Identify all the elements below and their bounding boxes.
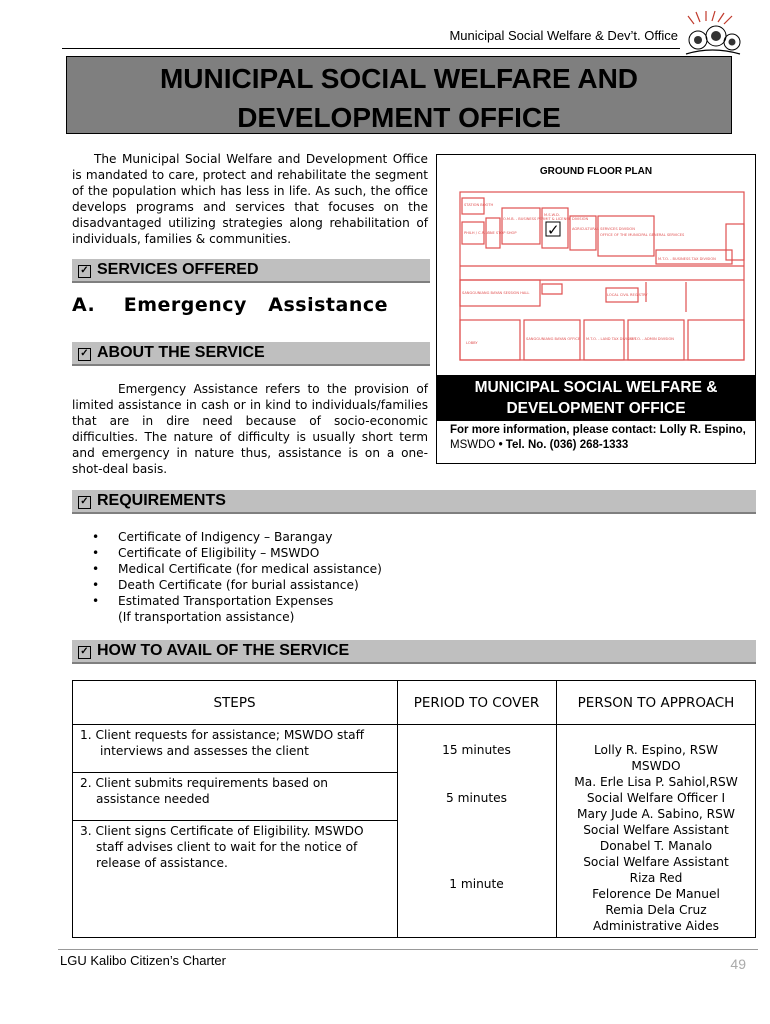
intro-paragraph: The Municipal Social Welfare and Development Office is mandated to care, protect and rehabilitate the segment of the population which has less in life. As such, the office develops programs and services that focuses on the disadvantaged utilizing strategies along rehabilitation of individuals, families & communities.: [72, 152, 428, 246]
person-line: Social Welfare Assistant: [583, 855, 729, 869]
checkbox-icon: ✓: [78, 496, 91, 509]
person-line: Donabel T. Manalo: [599, 839, 713, 853]
bullet-icon: •: [92, 594, 100, 608]
list-item-continuation: (If transportation assistance): [118, 610, 295, 624]
period-cell: 1 minute: [449, 877, 504, 891]
plan-label-land-tax: M.T.O. - LAND TAX DIVISION: [586, 337, 636, 341]
contact-telephone: Tel. No. (036) 268-1333: [502, 439, 629, 451]
column-header-steps: STEPS: [213, 695, 256, 711]
checkbox-icon: ✓: [78, 265, 91, 278]
step-text: 2. Client submits requirements based on: [80, 776, 328, 790]
plan-label-station: STATION BOOTH: [464, 203, 494, 207]
requirements-label: REQUIREMENTS: [97, 492, 226, 509]
contact-info: [450, 423, 748, 453]
kalibo-logo-icon: [680, 10, 745, 62]
person-line: Felorence De Manuel: [592, 887, 720, 901]
step-text: interviews and assesses the client: [100, 744, 309, 758]
services-offered-band: [72, 259, 430, 283]
plan-label-sb-hall: SANGGUNIANG BAYAN SESSION HALL: [462, 291, 530, 295]
person-line: Social Welfare Assistant: [583, 823, 729, 837]
person-line: Ma. Erle Lisa P. Sahiol,RSW: [574, 775, 738, 789]
bullet-icon: •: [92, 546, 100, 560]
person-line: Remia Dela Cruz: [605, 903, 707, 917]
header-rule: [62, 48, 680, 49]
table-divider: [72, 724, 756, 725]
floor-plan-drawing: [446, 184, 750, 372]
mswdo-banner-line-2: DEVELOPMENT OFFICE: [506, 400, 686, 417]
how-to-avail-label: HOW TO AVAIL OF THE SERVICE: [97, 642, 350, 659]
table-row: [80, 727, 396, 759]
plan-label-local: LOCAL CIVIL REGISTRY: [607, 293, 648, 297]
plan-label-sb-office: SANGGUNIANG BAYAN OFFICE: [526, 337, 581, 341]
page-title-line-1: MUNICIPAL SOCIAL WELFARE AND: [159, 63, 639, 94]
list-item: • Medical Certificate (for medical assistance): [92, 562, 382, 576]
person-line: Administrative Aides: [593, 919, 719, 933]
table-row: [80, 823, 396, 871]
step-text: assistance needed: [96, 792, 210, 806]
plan-label-agri: AGRICULTURAL SERVICES DIVISION: [572, 227, 635, 231]
requirements-list: [92, 529, 492, 625]
list-item: • Estimated Transportation Expenses: [92, 594, 334, 608]
mswdo-banner-line-1: MUNICIPAL SOCIAL WELFARE &: [474, 379, 718, 396]
mswdo-banner: [437, 377, 755, 421]
contact-line-2: [450, 438, 748, 453]
bullet-icon: •: [92, 562, 100, 576]
plan-label-lobby: LOBBY: [466, 341, 478, 345]
floor-plan-title: GROUND FLOOR PLAN: [539, 166, 653, 177]
plan-label-philhealth: PHILH / C.R.I.S.: [464, 231, 491, 235]
mswd-check-icon: ✓: [547, 221, 560, 239]
about-paragraph: Emergency Assistance refers to the provision of limited assistance in cash or in kind to individuals/families that are in dire need because of socio-economic difficulties. The nature of difficulty is usually short term and emergency in nature thus, assistance is on a one-shot-deal basis.: [72, 382, 428, 476]
column-header-person: PERSON TO APPROACH: [577, 695, 735, 711]
contact-line-1: For more information, please contact: Lolly R. Espino,: [450, 424, 746, 436]
checkbox-icon: ✓: [78, 348, 91, 361]
table-divider: [72, 772, 397, 773]
bullet-icon: •: [498, 439, 503, 451]
persons-cell: [556, 742, 756, 934]
table-divider: [72, 820, 397, 821]
requirements-band: [72, 490, 756, 514]
plan-label-one-stop: ONE STOP SHOP: [487, 231, 517, 235]
plan-label-mswd: M.S.W.D.: [544, 213, 560, 217]
footer-rule: [58, 949, 758, 950]
plan-label-admin: M.T.O. - ADMIN DIVISION: [630, 337, 674, 341]
about-service-label: ABOUT THE SERVICE: [97, 344, 265, 361]
checkbox-icon: ✓: [78, 646, 91, 659]
plan-label-general: OFFICE OF THE MUNICIPAL GENERAL SERVICES: [600, 233, 685, 237]
list-item: • Death Certificate (for burial assistance): [92, 578, 359, 592]
person-line: Social Welfare Officer I: [586, 791, 726, 805]
step-text: staff advises client to wait for the notice of: [96, 840, 358, 854]
column-header-period: PERIOD TO COVER: [413, 695, 540, 711]
list-item: • Certificate of Eligibility – MSWDO: [92, 546, 320, 560]
period-cell: 15 minutes: [442, 743, 511, 757]
contact-mswdo: MSWDO: [450, 439, 499, 451]
person-line: Riza Red: [629, 871, 683, 885]
plan-label-bt: M.T.O. - BUSINESS TAX DIVISION: [658, 257, 716, 261]
plan-label-bplo: O.M.B. - BUSINESS PERMIT & LICENSE DIVISION: [503, 217, 589, 221]
list-item: • Certificate of Indigency – Barangay: [92, 530, 333, 544]
how-to-avail-band: [72, 640, 756, 664]
step-text: 1. Client requests for assistance; MSWDO staff: [80, 728, 365, 742]
person-line: Mary Jude A. Sabino, RSW: [577, 807, 735, 821]
about-service-band: [72, 342, 430, 366]
page-title-line-2: DEVELOPMENT OFFICE: [237, 102, 561, 133]
bullet-icon: •: [92, 578, 100, 592]
footer-charter: LGU Kalibo Citizen’s Charter: [60, 953, 226, 968]
step-text: 3. Client signs Certificate of Eligibility. MSWDO: [80, 824, 364, 838]
period-cell: 5 minutes: [446, 791, 507, 805]
services-offered-label: SERVICES OFFERED: [97, 261, 259, 278]
bullet-icon: •: [92, 530, 100, 544]
office-header: Municipal Social Welfare & Dev’t. Office: [449, 28, 678, 43]
table-row: [80, 775, 396, 807]
step-text: release of assistance.: [96, 856, 228, 870]
page-number: 49: [730, 956, 746, 972]
person-line: MSWDO: [631, 759, 681, 773]
table-divider: [397, 680, 398, 938]
service-heading: A. Emergency Assistance: [72, 294, 388, 316]
person-line: Lolly R. Espino, RSW: [593, 743, 719, 757]
